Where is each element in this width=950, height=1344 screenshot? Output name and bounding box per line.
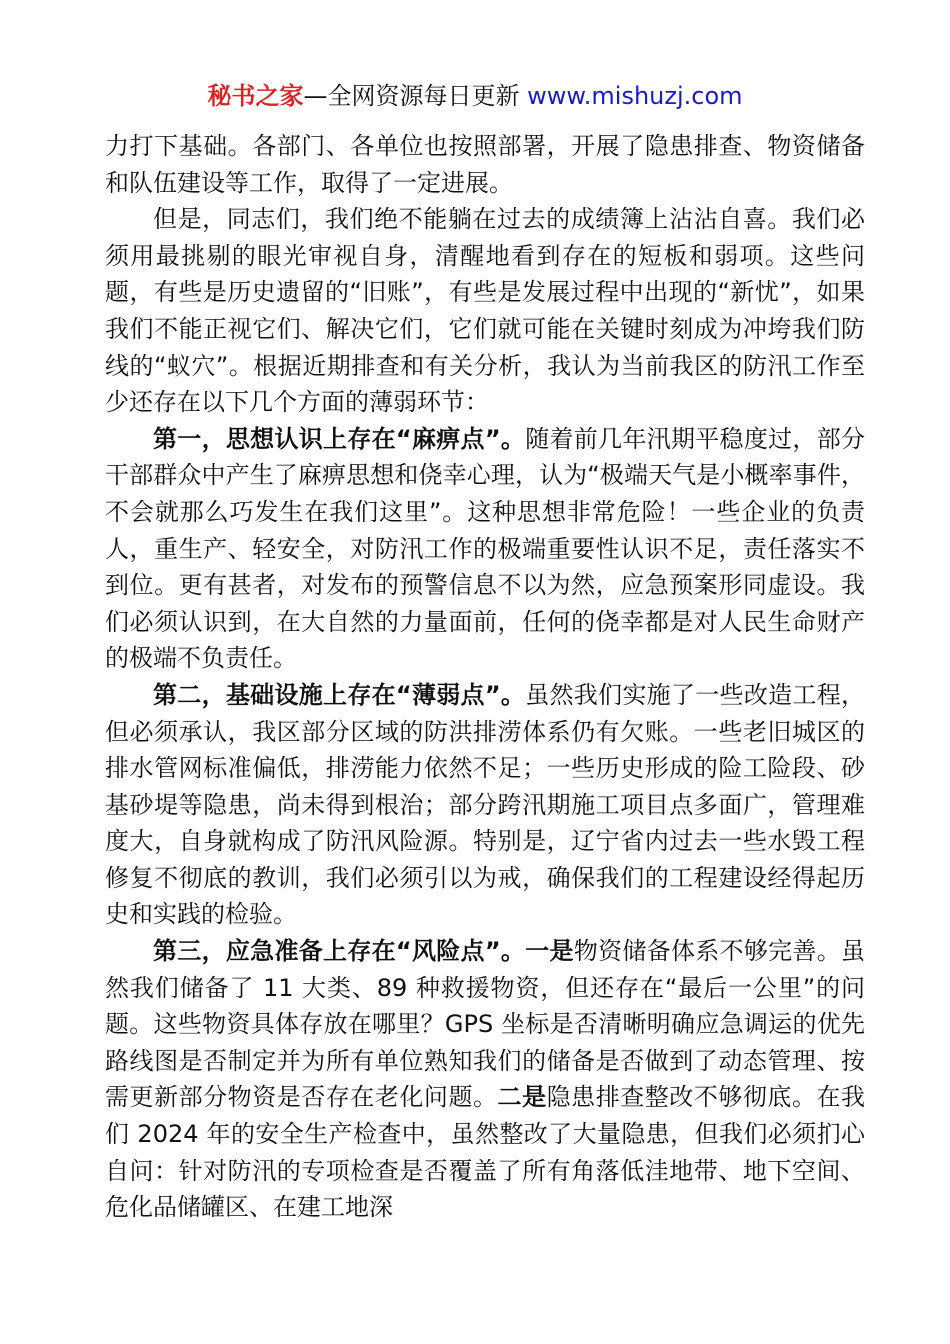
- site-url-link[interactable]: www.mishuzj.com: [527, 82, 743, 110]
- paragraph-point-2: [105, 677, 865, 933]
- point-heading: 第二，基础设施上存在“薄弱点”。: [153, 680, 526, 709]
- site-slogan: —全网资源每日更新: [303, 82, 528, 110]
- page-header: [0, 80, 950, 112]
- paragraph-point-3: [105, 933, 865, 1226]
- paragraph-text: 随着前几年汛期平稳度过，部分干部群众中产生了麻痹思想和侥幸心理，认为“极端天气是小概率事件，不会就那么巧发生在我们这里”。这种思想非常危险！一些企业的负责人，重生产、轻安全，对防汛工作的极端重要性认识不足，责任落实不到位。更有甚者，对发布的预警信息不以为然，应急预案形同虚设。我们必须认识到，在大自然的力量面前，任何的侥幸都是对人民生命财产的极端不负责任。: [105, 424, 866, 673]
- paragraph-text: 隐患排查整改不够彻底。在我们 2024 年的安全生产检查中，虽然整改了大量隐患，但我们必须扪心自问：针对防汛的专项检查是否覆盖了所有角落低洼地带、地下空间、危化品储罐区、在建工地深: [105, 1083, 866, 1222]
- sub-point-marker: 一是: [525, 937, 574, 966]
- paragraph-shortcomings-intro: [105, 201, 865, 421]
- paragraph-text: 物资储备体系不够完善。虽然我们储备了 11 大类、89 种救援物资，但还存在“最后一公里”的问题。这些物资具体存放在哪里？GPS 坐标是否清晰明确应急调运的优先路线图是否制定并为所有单位熟知我们的储备是否做到了动态管理、按需更新部分物资是否存在老化问题。: [105, 937, 866, 1112]
- point-heading: 第三，应急准备上存在“风险点”。: [153, 937, 526, 966]
- sub-point-marker: 二是: [497, 1083, 547, 1112]
- paragraph-text: 但是，同志们，我们绝不能躺在过去的成绩簿上沾沾自喜。我们必须用最挑剔的眼光审视自身，清醒地看到存在的短板和弱项。这些问题，有些是历史遗留的“旧账”，有些是发展过程中出现的“新忧”，如果我们不能正视它们、解决它们，它们就可能在关键时刻成为冲垮我们防线的“蚁穴”。根据近期排查和有关分析，我认为当前我区的防汛工作至少还存在以下几个方面的薄弱环节：: [105, 205, 865, 417]
- point-heading: 第一，思想认识上存在“麻痹点”。: [153, 424, 526, 453]
- paragraph-point-1: [105, 421, 865, 677]
- paragraph-continuation: [105, 128, 865, 201]
- document-body: [105, 128, 865, 1226]
- paragraph-text: 力打下基础。各部门、各单位也按照部署，开展了隐患排查、物资储备和队伍建设等工作，取得了一定进展。: [105, 132, 865, 197]
- site-brand: 秘书之家: [207, 82, 304, 110]
- paragraph-text: 虽然我们实施了一些改造工程，但必须承认，我区部分区域的防洪排涝体系仍有欠账。一些老旧城区的排水管网标准偏低，排涝能力依然不足；一些历史形成的险工险段、砂基砂堤等隐患，尚未得到根治；部分跨汛期施工项目点多面广，管理难度大，自身就构成了防汛风险源。特别是，辽宁省内过去一些水毁工程修复不彻底的教训，我们必须引以为戒，确保我们的工程建设经得起历史和实践的检验。: [105, 680, 866, 929]
